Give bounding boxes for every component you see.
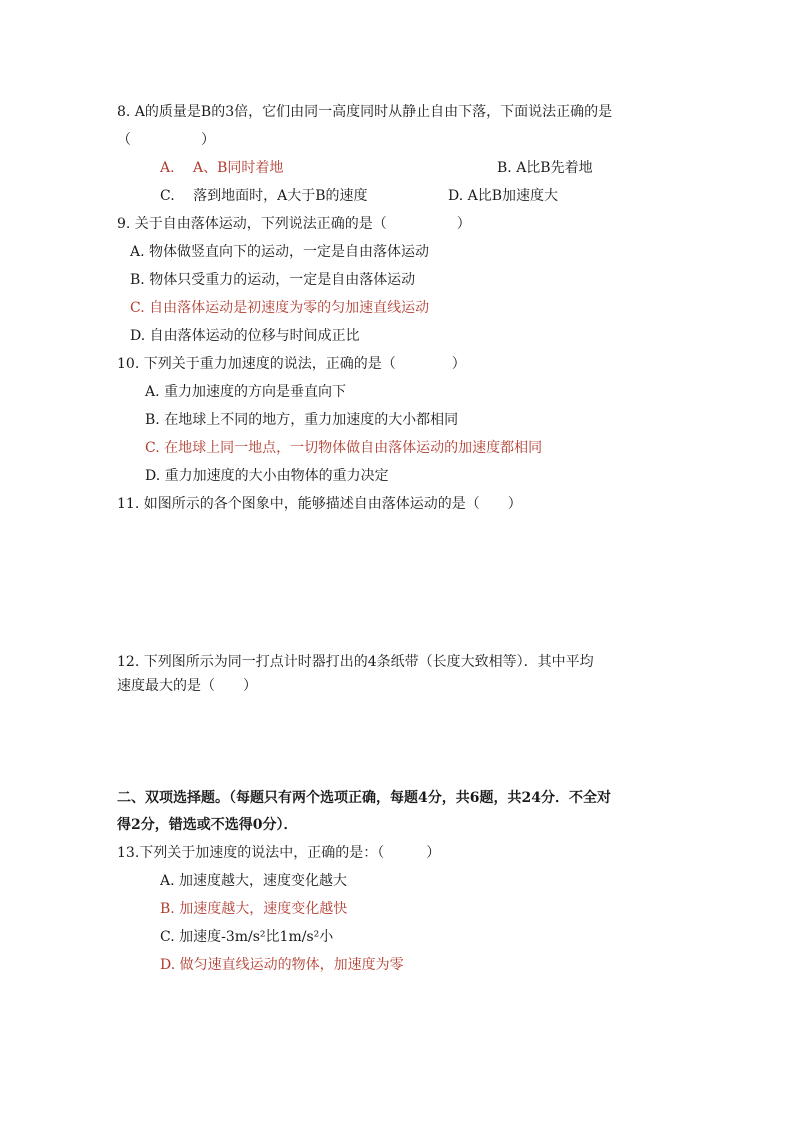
q11-figure-area [115, 522, 685, 647]
section2-heading-line2: 得2分，错选或不选得0分）． [117, 817, 298, 833]
q9-option-d: D. 自由落体运动的位移与时间成正比 [130, 328, 360, 344]
q10-option-b: B. 在地球上不同的地方，重力加速度的大小都相同 [145, 412, 459, 428]
q9-stem: 9. 关于自由落体运动，下列说法正确的是（ ） [117, 216, 471, 232]
q13-option-b: B. 加速度越大，速度变化越快 [160, 901, 348, 917]
section2-heading-line1: 二、双项选择题。（每题只有两个选项正确，每题4分，共6题，共24分．不全对 [117, 790, 611, 806]
q8-option-d: D. A比B加速度大 [448, 188, 559, 204]
q10-option-a: A. 重力加速度的方向是垂直向下 [145, 384, 347, 400]
q13-stem: 13.下列关于加速度的说法中，正确的是：（ ） [117, 845, 441, 861]
q13-option-c: C. 加速度-3m/s²比1m/s²小 [160, 929, 334, 945]
q12-stem-line2: 速度最大的是（ ） [117, 678, 257, 694]
q8-option-a: A. A、B同时着地 [160, 160, 284, 176]
q12-figure-area [115, 702, 685, 782]
q9-option-b: B. 物体只受重力的运动，一定是自由落体运动 [130, 272, 416, 288]
q8-stem: 8. A的质量是B的3倍，它们由同一高度同时从静止自由下落，下面说法正确的是 [117, 104, 613, 120]
q10-option-d: D. 重力加速度的大小由物体的重力决定 [145, 468, 389, 484]
q9-option-a: A. 物体做竖直向下的运动，一定是自由落体运动 [130, 244, 430, 260]
q13-option-d: D. 做匀速直线运动的物体，加速度为零 [160, 957, 404, 973]
q8-option-c: C. 落到地面时，A大于B的速度 [160, 188, 368, 204]
q8-answer-blank: （ ） [117, 132, 215, 148]
q10-stem: 10. 下列关于重力加速度的说法，正确的是（ ） [117, 356, 466, 372]
q12-stem-line1: 12. 下列图所示为同一打点计时器打出的4条纸带（长度大致相等）．其中平均 [117, 654, 594, 670]
q8-option-b: B. A比B先着地 [497, 160, 593, 176]
q10-option-c: C. 在地球上同一地点，一切物体做自由落体运动的加速度都相同 [145, 440, 543, 456]
q11-stem: 11. 如图所示的各个图象中，能够描述自由落体运动的是（ ） [117, 496, 522, 512]
q13-option-a: A. 加速度越大，速度变化越大 [160, 873, 348, 889]
q9-option-c: C. 自由落体运动是初速度为零的匀加速直线运动 [130, 300, 430, 316]
